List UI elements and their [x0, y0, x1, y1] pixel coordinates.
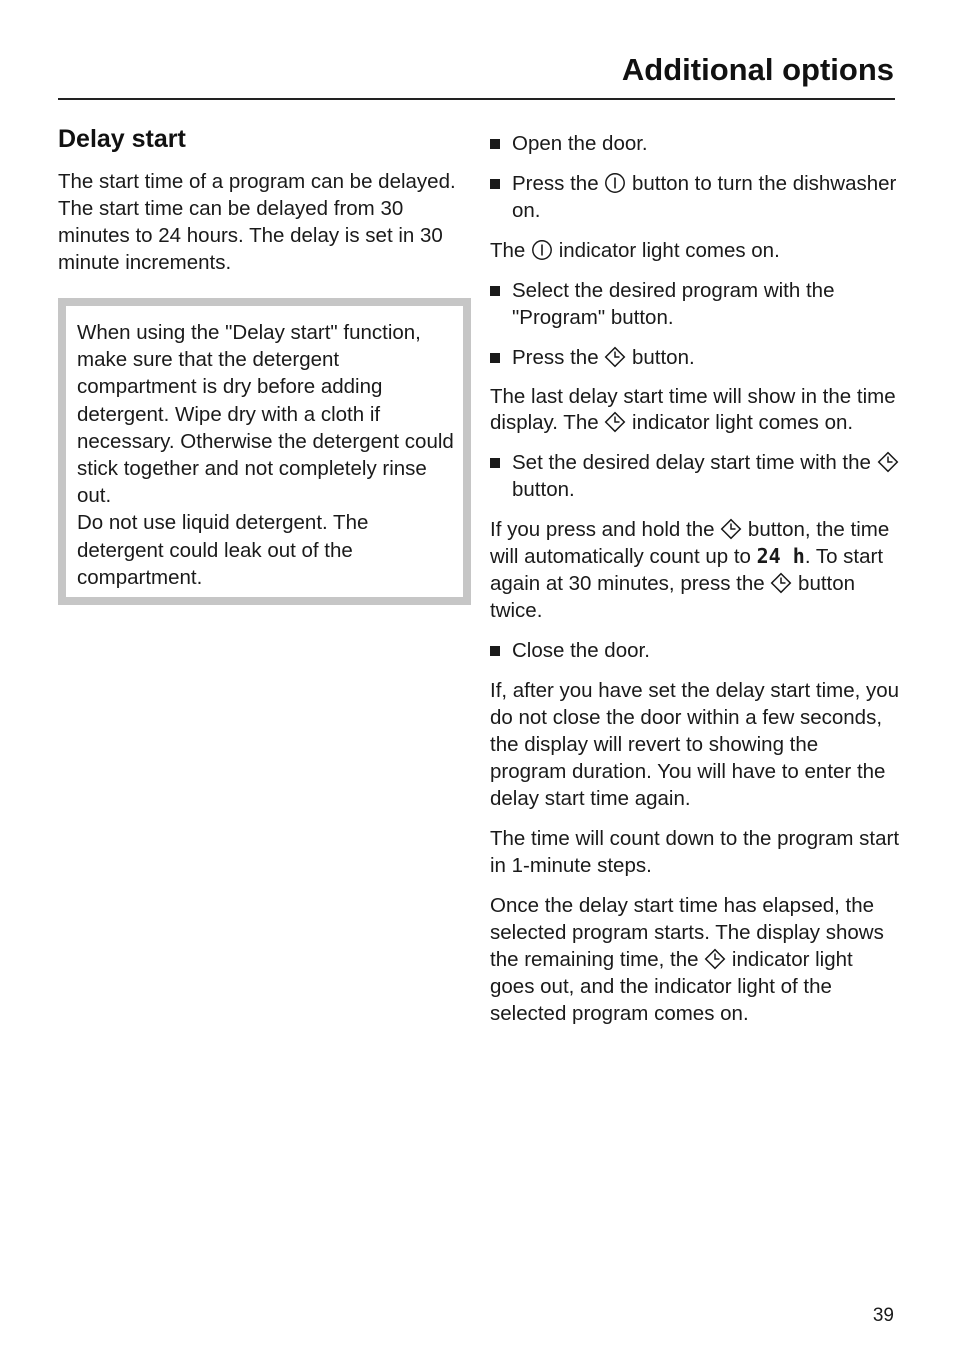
- delay-start-icon: [877, 451, 899, 473]
- power-icon: [531, 239, 553, 261]
- intro-paragraph: The start time of a program can be delayed. The start time can be delayed from 30 minutes to 24 hours. The delay is set in 30 minute increments.: [58, 170, 456, 274]
- paragraph-text: . To start again at 30 minutes, press the: [490, 545, 884, 595]
- step-press-delay: [490, 344, 900, 371]
- delay-start-icon: [770, 572, 792, 594]
- step-text: button to turn the dishwasher on.: [512, 172, 897, 222]
- step-select-program: [490, 277, 900, 331]
- delay-start-icon: [604, 346, 626, 368]
- step-text: Close the door.: [512, 639, 650, 662]
- bullet-square: [490, 353, 500, 363]
- step-text: Open the door.: [512, 132, 648, 155]
- power-light-paragraph: [490, 237, 900, 264]
- display-readout: 24 h: [756, 544, 805, 568]
- last-delay-paragraph: [490, 384, 900, 436]
- step-text: button.: [626, 346, 695, 369]
- left-column: [58, 125, 463, 605]
- paragraph-text: button, the time will automatically count up to: [490, 518, 890, 568]
- note-paragraph: When using the "Delay start" function, make sure that the detergent compartment is dry before adding detergent. Wipe dry with a cloth if necessary. Otherwise the detergent could stick together and not completely rinse out.: [77, 321, 454, 508]
- bullet-square: [490, 139, 500, 149]
- section-heading: Delay start: [58, 125, 186, 153]
- bullet-square: [490, 179, 500, 189]
- power-icon: [604, 172, 626, 194]
- step-set-time: [490, 449, 900, 503]
- page-number: 39: [872, 1305, 894, 1326]
- step-text: Set the desired delay start time with the: [512, 451, 877, 474]
- note-box: [58, 298, 471, 605]
- right-column: [490, 130, 900, 1040]
- step-close-door: [490, 637, 900, 664]
- paragraph-text: If you press and hold the: [490, 518, 721, 541]
- step-press-power: [490, 170, 900, 224]
- step-text: Press the: [512, 346, 605, 369]
- paragraph-text: button twice.: [490, 572, 856, 622]
- paragraph-text: The last delay start time will show in the time display. The: [490, 385, 896, 434]
- step-text: Select the desired program with the "Program" button.: [512, 279, 835, 329]
- step-text: Press the: [512, 172, 605, 195]
- bullet-square: [490, 458, 500, 468]
- hold-button-paragraph: [490, 516, 900, 624]
- paragraph-text: indicator light comes on.: [553, 239, 780, 262]
- elapsed-paragraph: [490, 892, 900, 1027]
- paragraph-text: The: [490, 239, 532, 262]
- revert-paragraph: If, after you have set the delay start time, you do not close the door within a few seconds, the display will revert to showing the program duration. You will have to enter the delay start time again.: [490, 679, 900, 810]
- countdown-paragraph: The time will count down to the program start in 1-minute steps.: [490, 827, 900, 877]
- delay-start-icon: [604, 411, 626, 433]
- bullet-square: [490, 646, 500, 656]
- delay-start-icon: [704, 948, 726, 970]
- paragraph-text: indicator light comes on.: [626, 411, 854, 434]
- delay-start-icon: [720, 518, 742, 540]
- bullet-square: [490, 286, 500, 296]
- paragraph-text: indicator light goes out, and the indicator light of the selected program comes on.: [490, 948, 853, 1025]
- header-divider: [58, 98, 895, 100]
- note-paragraph: Do not use liquid detergent. The detergent could leak out of the compartment.: [77, 511, 369, 589]
- paragraph-text: Once the delay start time has elapsed, the selected program starts. The display shows the remaining time, the: [490, 894, 884, 971]
- step-open-door: [490, 130, 900, 157]
- step-text: button.: [512, 478, 575, 501]
- page-title: Additional options: [621, 52, 894, 87]
